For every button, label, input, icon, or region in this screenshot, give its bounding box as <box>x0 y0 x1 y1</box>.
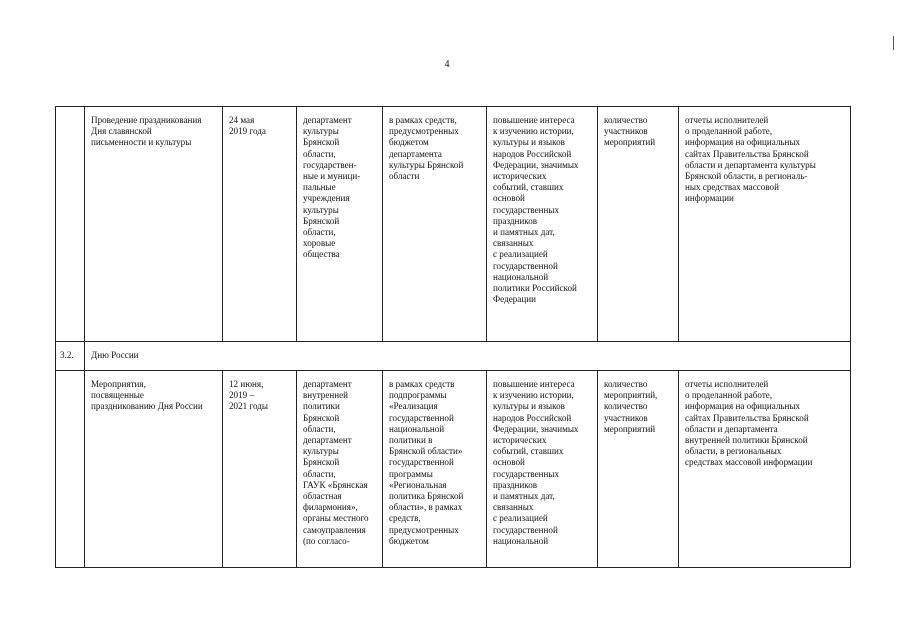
event-cell: Проведение праздникования Дня славянской письменности и культуры <box>85 107 223 342</box>
indicator-cell: количество мероприятий, количество участников мероприятий <box>598 371 679 568</box>
page-number: 4 <box>444 59 450 70</box>
section-number: 3.2. <box>56 342 85 371</box>
executors-cell: департамент культуры Брянской области, государствен- ные и муници- пальные учреждения культуры Брянской области, хоровые общества <box>297 107 383 342</box>
reporting-cell: отчеты исполнителей о проделанной работе, информация на официальных сайтах Правительства Брянской области и департамента внутренней политики Брянской области, в региональных средствах массовой информации <box>679 371 851 568</box>
executors-cell: департамент внутренней политики Брянской области, департамент культуры Брянской области, ГАУК «Брянская областная филармония», органы местного самоуправления (по согласо- <box>297 371 383 568</box>
event-cell: Мероприятия, посвященные праздникованию Дня России <box>85 371 223 568</box>
dates-cell: 12 июня, 2019 – 2021 годы <box>223 371 297 568</box>
section-row <box>56 342 851 371</box>
funding-cell: в рамках средств подпрограммы «Реализация государственной национальной политики в Брянской области» государственной программы «Региональная политика Брянской области», в рамках средств, предусмотренных бюджетом <box>383 371 487 568</box>
reporting-cell: отчеты исполнителей о проделанной работе, информация на официальных сайтах Правительства Брянской области и департамента культуры Брянской области, в региональ- ных средствах массовой информации <box>679 107 851 342</box>
indicator-cell: количество участников мероприятий <box>598 107 679 342</box>
section-title: Дню России <box>85 342 851 371</box>
table-row <box>56 371 851 568</box>
result-cell: повышение интереса к изучению истории, культуры и языков народов Российской Федерации, значимых исторических событий, ставших основой государственных праздников и памятных дат, связанных с реализацией государственной национальной политики Российской Федерации <box>487 107 598 342</box>
measures-table <box>55 106 851 568</box>
row-number <box>56 371 85 568</box>
page-edge-mark <box>893 36 894 50</box>
funding-cell: в рамках средств, предусмотренных бюджетом департамента культуры Брянской области <box>383 107 487 342</box>
table-row <box>56 107 851 342</box>
result-cell: повышение интереса к изучению истории, культуры и языков народов Российской Федерации, значимых исторических событий, ставших основой государственных праздников и памятных дат, связанных с реализацией государственной национальной <box>487 371 598 568</box>
dates-cell: 24 мая 2019 года <box>223 107 297 342</box>
row-number <box>56 107 85 342</box>
